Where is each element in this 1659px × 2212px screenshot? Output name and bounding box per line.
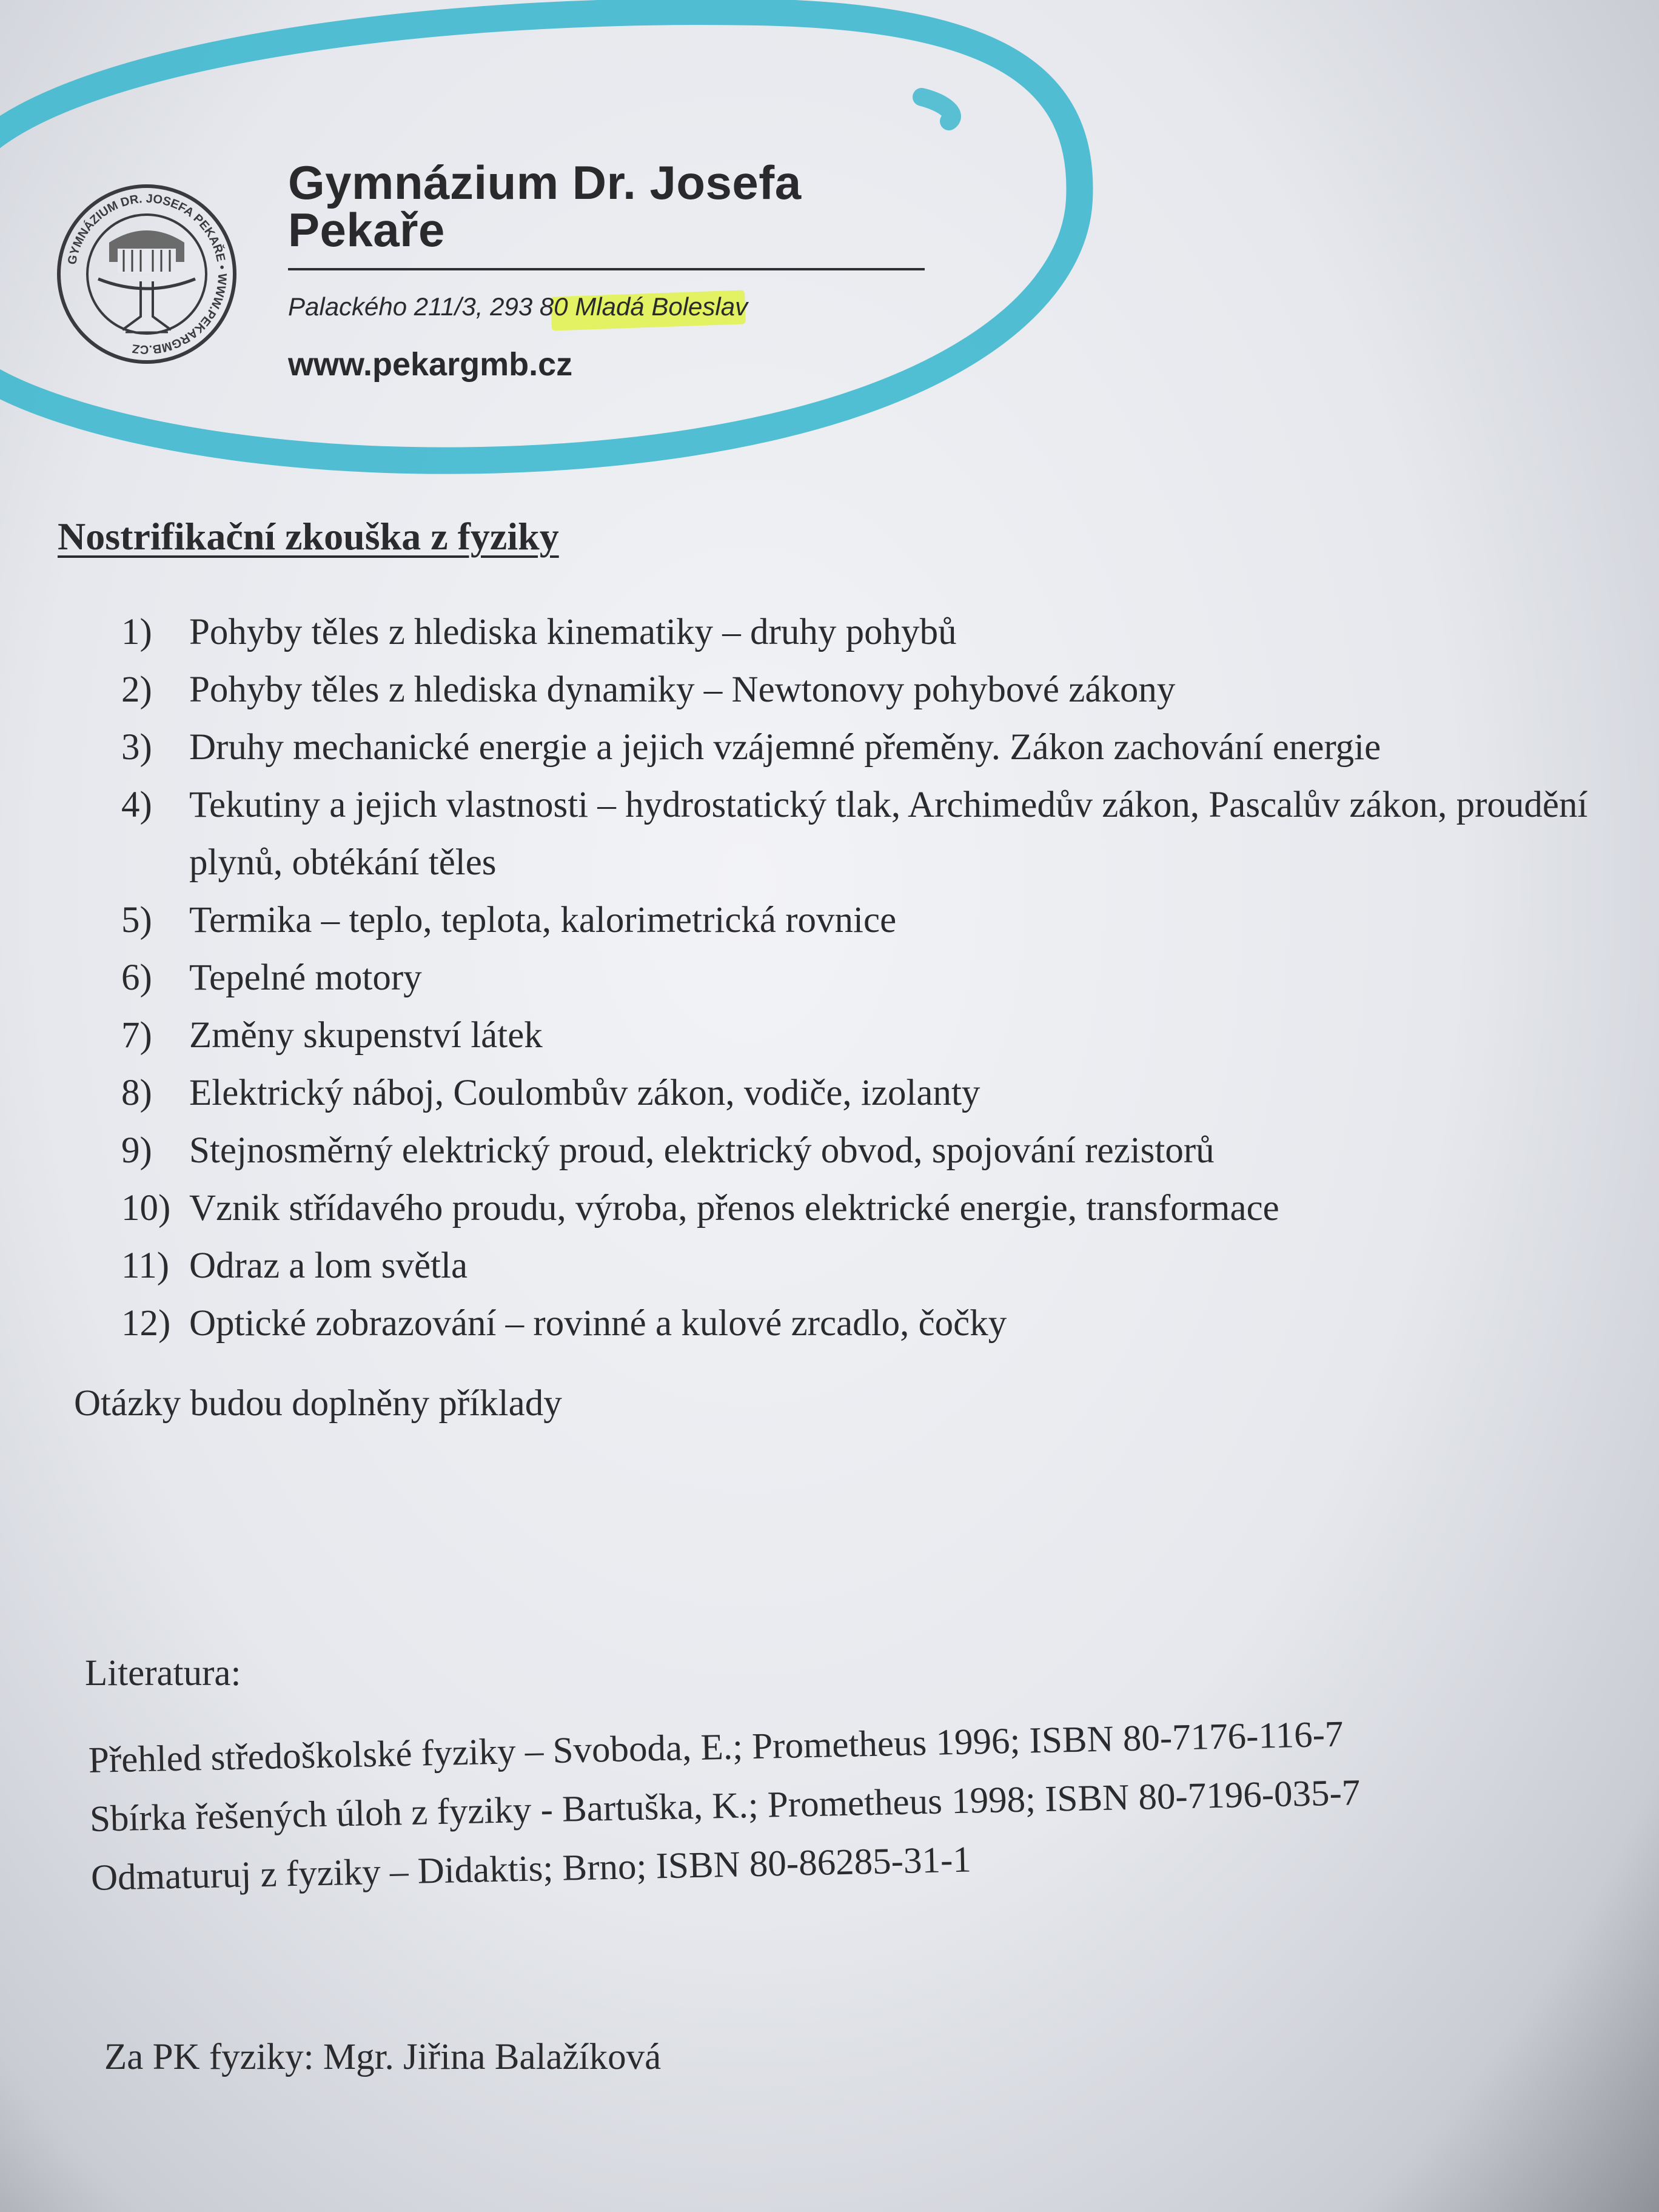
exam-topic-list <box>121 603 1649 1352</box>
exam-note: Otázky budou doplněny příklady <box>74 1383 562 1424</box>
letterhead <box>288 156 931 383</box>
literature-item: Přehled středoškolské fyziky – Svoboda, E.; Prometheus 1996; ISBN 80-7176-116-7 <box>88 1714 1344 1781</box>
literature-item: Odmaturuj z fyziky – Didaktis; Brno; ISBN 80-86285-31-1 <box>90 1839 972 1899</box>
school-address <box>288 292 748 321</box>
school-name: Gymnázium Dr. Josefa Pekaře <box>288 156 802 256</box>
school-website: www.pekargmb.cz <box>288 346 573 383</box>
topic-item: 6) Tepelné motory <box>121 957 422 998</box>
school-seal-logo <box>56 171 238 377</box>
topic-item: 11) Odraz a lom světla <box>121 1245 468 1286</box>
topic-item: 7) Změny skupenství látek <box>121 1015 543 1056</box>
address-highlighted: 0 Mladá Boleslav <box>554 292 748 321</box>
literature-list <box>88 1704 1362 1908</box>
address-prefix: Palackého 211/3, 293 8 <box>288 292 554 321</box>
document-title: Nostrifikační zkouška z fyziky <box>58 515 559 558</box>
topic-item: 4) Tekutiny a jejich vlastnosti – hydrostatický tlak, Archimedův zákon, Pascalův zákon, proudění plynů, obtékání těles <box>121 785 1588 883</box>
literature-heading: Literatura: <box>85 1653 241 1694</box>
topic-item: 1) Pohyby těles z hlediska kinematiky – druhy pohybů <box>121 612 957 652</box>
svg-text:GYMNÁZIUM DR. JOSEFA PEKAŘE •: GYMNÁZIUM DR. JOSEFA PEKAŘE • WWW.PEKARGMB.CZ <box>65 192 229 357</box>
letterhead-divider <box>288 268 925 270</box>
topic-item: 5) Termika – teplo, teplota, kalorimetrická rovnice <box>121 900 897 940</box>
topic-item: 10) Vznik střídavého proudu, výroba, přenos elektrické energie, transformace <box>121 1188 1279 1228</box>
topic-item: 2) Pohyby těles z hlediska dynamiky – Newtonovy pohybové zákony <box>121 669 1176 710</box>
literature-item: Sbírka řešených úloh z fyziky - Bartuška, K.; Prometheus 1998; ISBN 80-7196-035-7 <box>89 1772 1361 1840</box>
topic-item: 8) Elektrický náboj, Coulombův zákon, vodiče, izolanty <box>121 1073 980 1113</box>
topic-item: 9) Stejnosměrný elektrický proud, elektrický obvod, spojování rezistorů <box>121 1130 1215 1171</box>
signature-line: Za PK fyziky: Mgr. Jiřina Balažíková <box>104 2037 662 2077</box>
topic-item: 12) Optické zobrazování – rovinné a kulové zrcadlo, čočky <box>121 1303 1007 1344</box>
topic-item: 3) Druhy mechanické energie a jejich vzájemné přeměny. Zákon zachování energie <box>121 727 1381 768</box>
